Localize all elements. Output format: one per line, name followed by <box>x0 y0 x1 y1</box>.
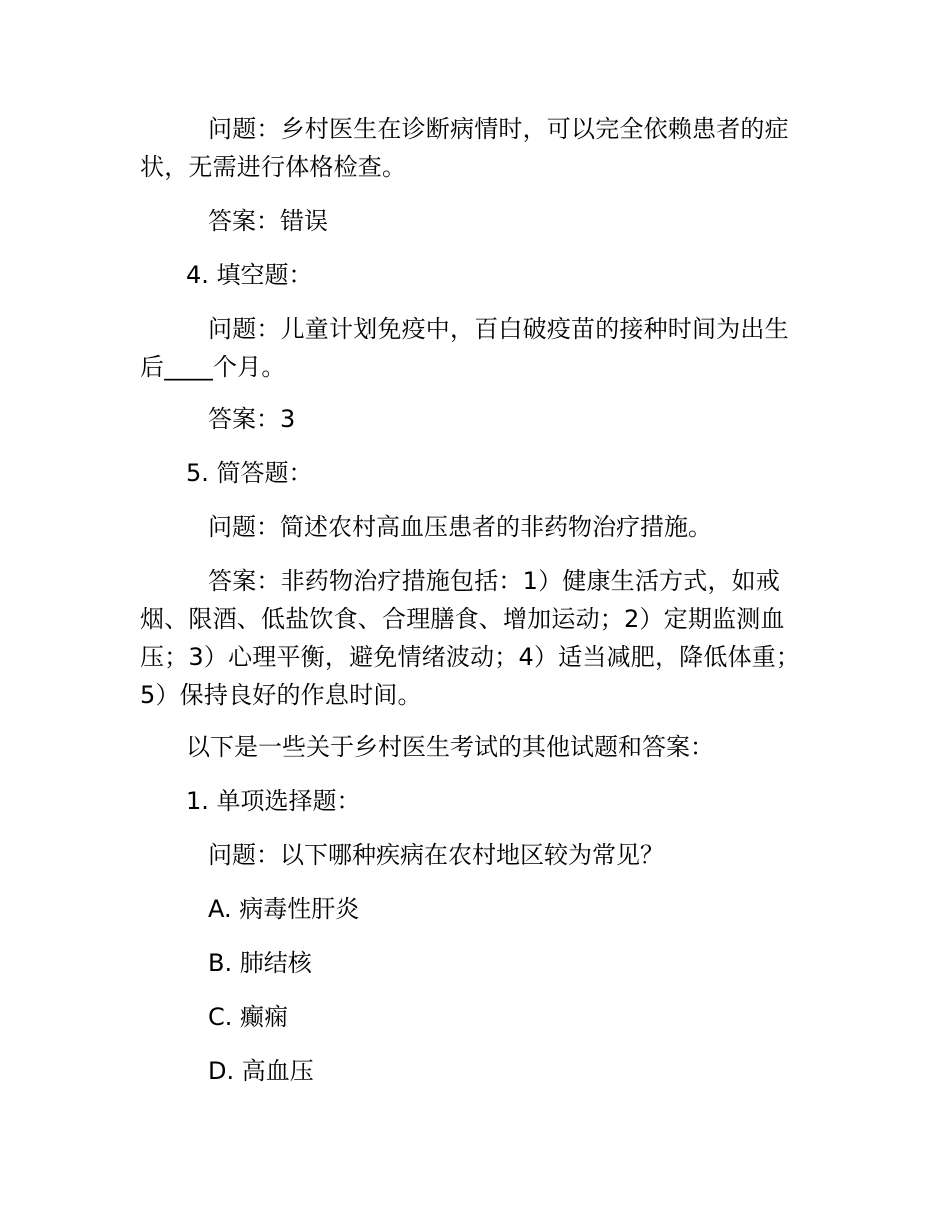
section-heading: 5. 简答题： <box>186 459 313 487</box>
section-heading: 1. 单项选择题： <box>186 787 361 815</box>
section-heading: 4. 填空题： <box>186 261 313 289</box>
question-line: 问题：以下哪种疾病在农村地区较为常见？ <box>208 841 664 869</box>
answer-line: 答案：错误 <box>208 207 328 235</box>
intro-line: 以下是一些关于乡村医生考试的其他试题和答案： <box>186 733 714 761</box>
answer-paragraph: 答案：非药物治疗措施包括：1）健康生活方式，如戒烟、限酒、低盐饮食、合理膳食、增加运动；2）定期监测血压；3）心理平衡，避免情绪波动；4）适当减肥，降低体重；5）保持良好的作息时间。 <box>140 567 801 709</box>
option-b: B. 肺结核 <box>208 949 312 977</box>
option-a: A. 病毒性肝炎 <box>208 895 360 923</box>
question-paragraph: 问题：乡村医生在诊断病情时，可以完全依赖患者的症状，无需进行体格检查。 <box>140 115 789 181</box>
option-c: C. 癫痫 <box>208 1003 289 1031</box>
answer-line: 答案：3 <box>208 405 296 433</box>
question-line: 问题：简述农村高血压患者的非药物治疗措施。 <box>208 513 712 541</box>
option-d: D. 高血压 <box>208 1057 314 1085</box>
question-paragraph: 问题：儿童计划免疫中，百白破疫苗的接种时间为出生后____个月。 <box>140 315 789 381</box>
